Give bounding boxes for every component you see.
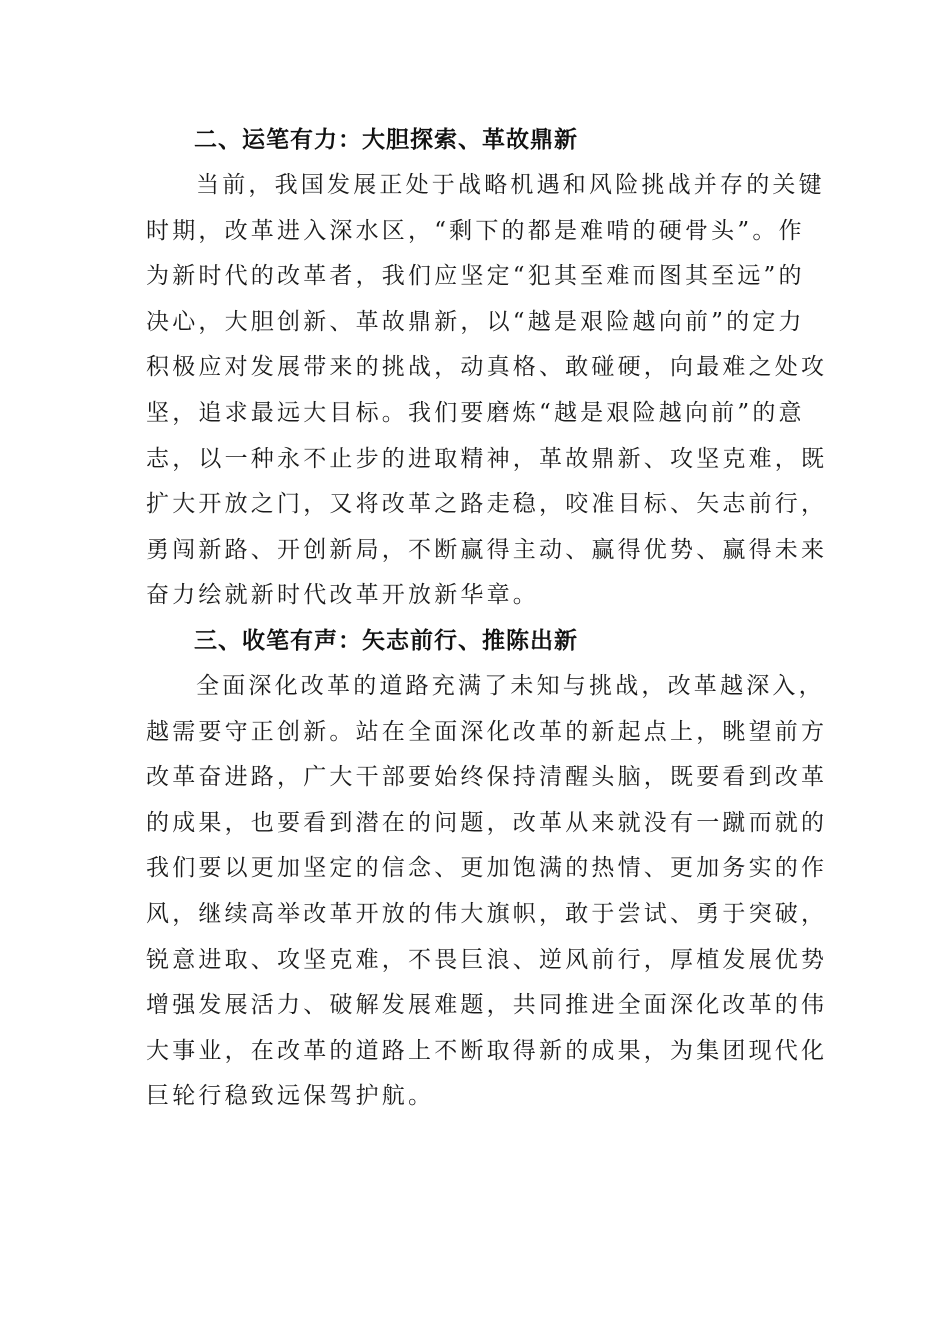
paragraph-line: 增强发展活力、破解发展难题，共同推进全面深化改革的伟 bbox=[146, 992, 828, 1019]
paragraph-line: 风，继续高举改革开放的伟大旗帜，敢于尝试、勇于突破， bbox=[146, 900, 828, 927]
paragraph-line: 奋力绘就新时代改革开放新华章。 bbox=[146, 582, 539, 609]
paragraph-line: 全面深化改革的道路充满了未知与挑战，改革越深入， bbox=[196, 672, 825, 699]
paragraph-line: 积极应对发展带来的挑战，动真格、敢碰硬，向最难之处攻 bbox=[146, 354, 828, 381]
paragraph-line: 志，以一种永不止步的进取精神，革故鼎新、攻坚克难，既 bbox=[146, 445, 828, 472]
paragraph-line: 巨轮行稳致远保驾护航。 bbox=[146, 1083, 435, 1110]
paragraph-line: 坚，追求最远大目标。我们要磨炼“越是艰险越向前”的意 bbox=[146, 399, 805, 426]
paragraph-line: 改革奋进路，广大干部要始终保持清醒头脑，既要看到改革 bbox=[146, 764, 828, 791]
paragraph-line: 越需要守正创新。站在全面深化改革的新起点上，眺望前方 bbox=[146, 718, 828, 745]
section-heading-3: 三、收笔有声：矢志前行、推陈出新 bbox=[194, 627, 578, 654]
paragraph-line: 大事业，在改革的道路上不断取得新的成果，为集团现代化 bbox=[146, 1037, 828, 1064]
paragraph-line: 勇闯新路、开创新局，不断赢得主动、赢得优势、赢得未来 bbox=[146, 536, 828, 563]
paragraph-line: 扩大开放之门，又将改革之路走稳，咬准目标、矢志前行， bbox=[146, 491, 828, 518]
document-body bbox=[146, 118, 828, 1120]
section-heading-2: 二、运笔有力：大胆探索、革故鼎新 bbox=[194, 127, 578, 153]
paragraph-line: 锐意进取、攻坚克难，不畏巨浪、逆风前行，厚植发展优势 bbox=[146, 946, 828, 973]
paragraph-line: 决心，大胆创新、革故鼎新，以“越是艰险越向前”的定力 bbox=[146, 308, 805, 335]
paragraph-line: 我们要以更加坚定的信念、更加饱满的热情、更加务实的作 bbox=[146, 855, 828, 882]
section-paragraph-3 bbox=[146, 664, 828, 1120]
paragraph-line: 时期，改革进入深水区，“剩下的都是难啃的硬骨头”。作 bbox=[146, 217, 805, 244]
paragraph-line: 当前，我国发展正处于战略机遇和风险挑战并存的关键 bbox=[196, 172, 825, 198]
paragraph-line: 为新时代的改革者，我们应坚定“犯其至难而图其至远”的 bbox=[146, 263, 805, 290]
section-paragraph-2 bbox=[146, 163, 828, 619]
paragraph-line: 的成果，也要看到潜在的问题，改革从来就没有一蹴而就的 bbox=[146, 809, 828, 836]
